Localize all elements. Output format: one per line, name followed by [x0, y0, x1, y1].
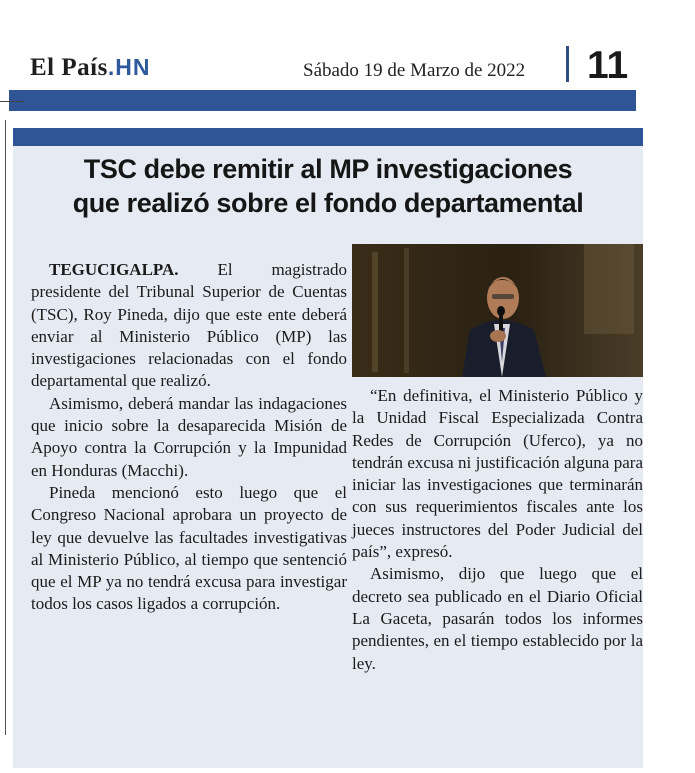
article-paragraph [31, 259, 347, 393]
paragraph-text: El magistrado presidente del Tribunal Superior de Cuentas (TSC), Roy Pineda, dijo que este ente deberá enviar al Ministerio Público (MP) las investigaciones relacionadas con el fondo departamental que realizó. [31, 260, 347, 391]
masthead-divider [566, 46, 569, 82]
article-paragraph: “En definitiva, el Ministerio Público y la Unidad Fiscal Especializada Contra Redes de Corrupción (Uferco), ya no tendrán excusa ni justificación alguna para iniciar las investigaciones que terminarán con sus requerimientos fiscales ante los jueces instructores del Poder Judicial del país”, expresó. [352, 386, 643, 562]
page-number: 11 [587, 44, 629, 87]
article-paragraph: Asimismo, dijo que luego que el decreto sea publicado en el Diario Oficial La Gaceta, pasarán todos los informes pendientes, en el tiempo establecido por la ley. [352, 564, 643, 673]
newspaper-logo [30, 54, 150, 82]
article-box [13, 128, 643, 768]
article-top-bar [13, 128, 643, 146]
article-paragraph: Asimismo, deberá mandar las indagaciones que inicio sobre la desaparecida Misión de Apoyo contra la Corrupción y la Impunidad en Honduras (Macchi). [31, 393, 347, 480]
article-paragraph: Pineda mencionó esto luego que el Congreso Nacional aprobara un proyecto de ley que devuelve las facultades investigativas al Ministerio Público, al tiempo que sentenció que el MP ya no tendrá excusa para investigar todos los casos ligados a corrupción. [31, 482, 347, 614]
issue-date: Sábado 19 de Marzo de 2022 [303, 60, 526, 81]
header-thin-rule [0, 101, 24, 102]
article-headline [23, 152, 633, 220]
speaker-photo-graphic [352, 244, 643, 377]
headline-line-2: que realizó sobre el fondo departamental [72, 188, 584, 218]
logo-suffix: .HN [107, 54, 151, 80]
page-left-rule [5, 120, 6, 735]
article-column-left [31, 259, 347, 616]
logo-text: El País [30, 54, 108, 81]
article-column-right [352, 385, 643, 675]
dateline: TEGUCIGALPA. [49, 260, 179, 279]
header-color-bar [9, 90, 636, 111]
speaker-photo [352, 244, 643, 377]
headline-line-1: TSC debe remitir al MP investigaciones [83, 154, 573, 184]
